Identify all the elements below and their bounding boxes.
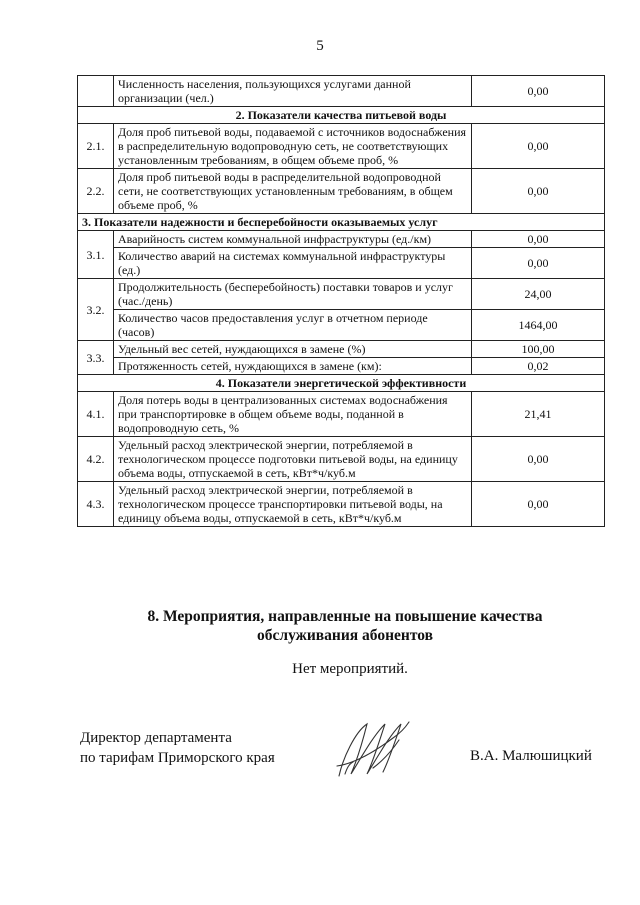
indicator-value: 21,41 — [472, 392, 605, 437]
signer-position-line2: по тарифам Приморского края — [80, 750, 275, 766]
section-8-title-line2: обслуживания абонентов — [257, 627, 433, 644]
table-row — [78, 437, 605, 482]
indicator-value: 0,00 — [472, 437, 605, 482]
indicator-description: Продолжительность (бесперебойность) поставки товаров и услуг (час./день) — [114, 279, 472, 310]
section-row — [78, 375, 605, 392]
signer-name: В.А. Малюшицкий — [470, 748, 592, 764]
section-row — [78, 107, 605, 124]
indicator-value: 0,00 — [472, 124, 605, 169]
handwritten-signature — [333, 718, 413, 780]
indicator-description: Удельный вес сетей, нуждающихся в замене (%) — [114, 341, 472, 358]
no-measures-text: Нет мероприятий. — [292, 661, 408, 677]
table-row — [78, 76, 605, 107]
table-row — [78, 279, 605, 310]
indicator-value: 0,02 — [472, 358, 605, 375]
table-row — [78, 310, 605, 341]
indicator-description: Протяженность сетей, нуждающихся в замене (км): — [114, 358, 472, 375]
row-number: 2.1. — [78, 124, 114, 169]
indicator-value: 0,00 — [472, 169, 605, 214]
indicator-description: Количество аварий на системах коммунальной инфраструктуры (ед.) — [114, 248, 472, 279]
indicator-description: Доля потерь воды в централизованных системах водоснабжения при транспортировке в общем объеме воды, поданной в водопроводную сеть, % — [114, 392, 472, 437]
row-number: 3.3. — [78, 341, 114, 375]
table-row — [78, 124, 605, 169]
indicator-value: 0,00 — [472, 482, 605, 527]
row-number: 4.2. — [78, 437, 114, 482]
section-8-heading — [0, 607, 640, 645]
indicator-value: 1464,00 — [472, 310, 605, 341]
indicator-description: Аварийность систем коммунальной инфраструктуры (ед./км) — [114, 231, 472, 248]
indicator-description: Удельный расход электрической энергии, потребляемой в технологическом процессе транспортировки питьевой воды, на единицу объема воды, отпускаемой в сеть, кВт*ч/куб.м — [114, 482, 472, 527]
indicator-value: 0,00 — [472, 248, 605, 279]
page-number: 5 — [316, 38, 324, 54]
signer-position-line1: Директор департамента — [80, 730, 232, 746]
indicator-value: 24,00 — [472, 279, 605, 310]
indicator-value: 100,00 — [472, 341, 605, 358]
row-number: 4.1. — [78, 392, 114, 437]
row-number: 4.3. — [78, 482, 114, 527]
signer-position — [80, 728, 275, 768]
row-number — [78, 76, 114, 107]
table-row — [78, 392, 605, 437]
section-8-title-line1: 8. Мероприятия, направленные на повышение качества — [147, 608, 543, 625]
row-number: 2.2. — [78, 169, 114, 214]
section-title: 3. Показатели надежности и бесперебойности оказываемых услуг — [78, 214, 605, 231]
row-number: 3.1. — [78, 231, 114, 279]
indicator-description: Количество часов предоставления услуг в отчетном периоде (часов) — [114, 310, 472, 341]
section-title: 4. Показатели энергетической эффективности — [78, 375, 605, 392]
section-row — [78, 214, 605, 231]
table-row — [78, 248, 605, 279]
indicators-table — [77, 75, 605, 527]
table-row — [78, 231, 605, 248]
table-row — [78, 341, 605, 358]
indicator-description: Удельный расход электрической энергии, потребляемой в технологическом процессе подготовки питьевой воды, на единицу объема воды, отпускаемой в сеть, кВт*ч/куб.м — [114, 437, 472, 482]
indicator-description: Численность населения, пользующихся услугами данной организации (чел.) — [114, 76, 472, 107]
table-row — [78, 482, 605, 527]
section-title: 2. Показатели качества питьевой воды — [78, 107, 605, 124]
table-row — [78, 358, 605, 375]
row-number: 3.2. — [78, 279, 114, 341]
indicator-value: 0,00 — [472, 76, 605, 107]
table-row — [78, 169, 605, 214]
indicator-description: Доля проб питьевой воды в распределительной водопроводной сети, не соответствующих установленным требованиям, в общем объеме проб, % — [114, 169, 472, 214]
indicator-value: 0,00 — [472, 231, 605, 248]
indicator-description: Доля проб питьевой воды, подаваемой с источников водоснабжения в распределительную водопроводную сеть, не соответствующих установленным требованиям, в общем объеме проб, % — [114, 124, 472, 169]
